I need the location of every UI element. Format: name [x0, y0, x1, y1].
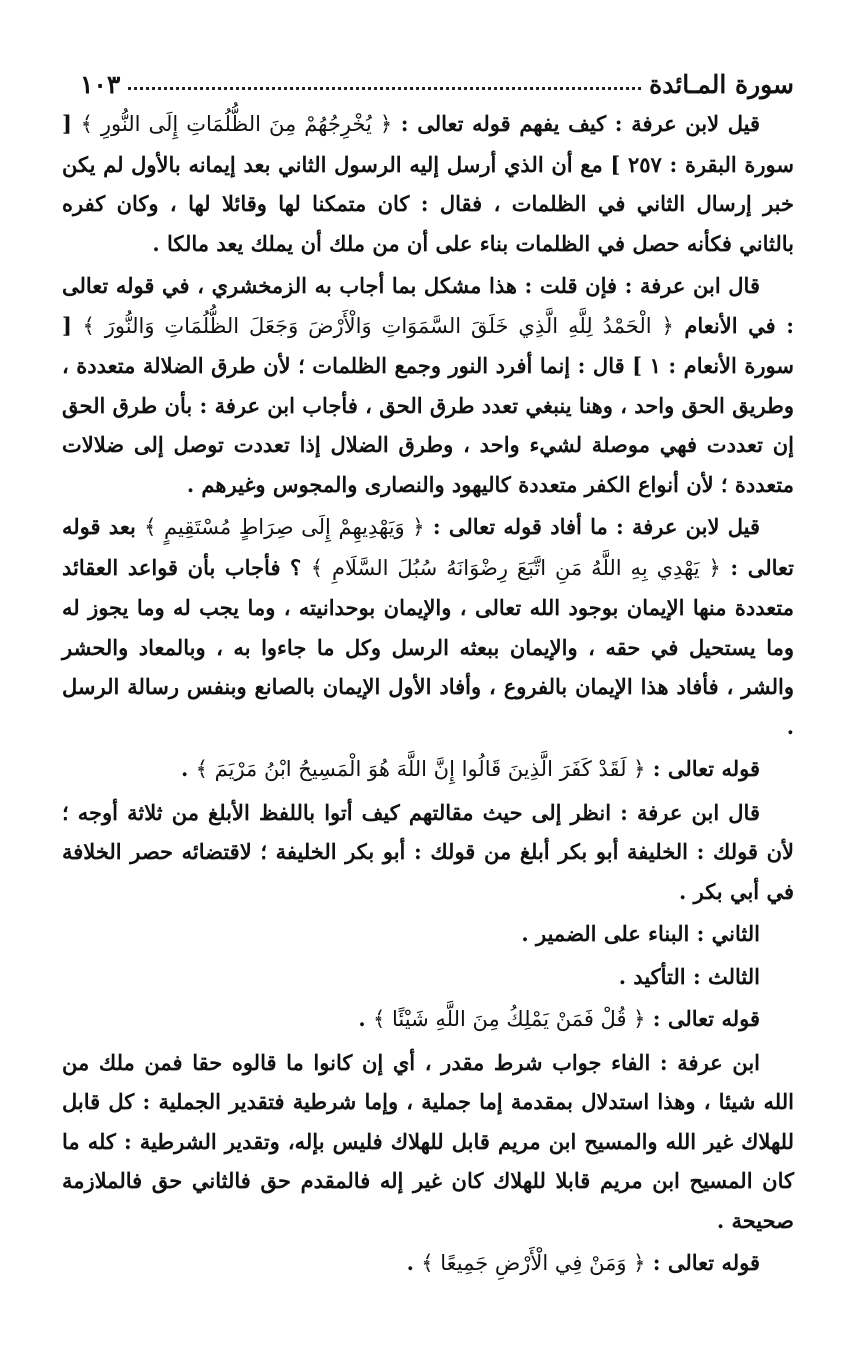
quran-verse: ﴿ قُلْ فَمَنْ يَمْلِكُ مِنَ اللَّهِ شَيْئًا ﴾	[373, 1007, 646, 1031]
paragraph-text: .	[358, 1006, 374, 1031]
quran-verse: ﴿ الْحَمْدُ لِلَّهِ الَّذِي خَلَقَ السَّمَوَاتِ وَالْأَرْضَ وَجَعَلَ الظُّلُمَاتِ وَالنُّورَ ﴾	[82, 313, 674, 338]
paragraph	[62, 1043, 794, 1241]
paragraph-text: ؟ فأجاب بأن قواعد العقائد متعددة منها الإيمان بوجود الله تعالى ، والإيمان بوحدانيته ، وما يجب له وما يجوز له وما يستحيل في حقه ، والإيمان ببعثه الرسل وكل ما جاءوا به ، وبالمعاد والحشر والشر ، فأفاد هذا الإيمان بالفروع ، وأفاد الأول الإيمان بالصانع وبنفس رسالة الرسل .	[62, 554, 794, 739]
paragraph	[62, 749, 794, 790]
paragraph-text: [ سورة الأنعام : ١ ] قال : إنما أفرد النور وجمع الظلمات ؛ لأن طرق الضلالة متعددة ، وطريق الحق واحد ، وهنا ينبغي تعدد طرق الحق ، فأجاب ابن عرفة : بأن طرق الحق إن تعددت فهي موصلة لشيء واحد ، وطرق الضلال إذا تعددت توصل إلى ضلالات متعددة ؛ لأن أنواع الكفر متعددة كاليهود والنصارى والمجوس وغيرهم .	[62, 312, 794, 497]
paragraph-text: قوله تعالى :	[645, 1250, 760, 1275]
paragraph	[62, 793, 794, 912]
quran-verse: ﴿ وَمَنْ فِي الْأَرْضِ جَمِيعًا ﴾	[421, 1251, 646, 1275]
quran-verse: ﴿ لَقَدْ كَفَرَ الَّذِينَ قَالُوا إِنَّ اللَّهَ هُوَ الْمَسِيحُ ابْنُ مَرْيَمَ ﴾	[195, 757, 646, 781]
paragraph	[62, 914, 794, 954]
paragraph-text: .	[406, 1250, 422, 1275]
quran-verse: ﴿ وَيَهْدِيهِمْ إِلَى صِرَاطٍ مُسْتَقِيمٍ ﴾	[144, 515, 425, 539]
paragraph-text: بعد قوله تعالى :	[62, 514, 794, 580]
paragraph-text: قوله تعالى :	[645, 1006, 760, 1031]
paragraph-text: [ سورة البقرة : ٢٥٧ ] مع أن الذي أرسل إليه الرسول الثاني بعد إيمانه بالأول لم يكن خبر إرسال الثاني في الظلمات ، فقال : كان متمكنا لها وقائلا لها ، وكان كفره بالثاني فكأنه حصل في الظلمات بناء على أن من ملك أن يملك يعد مالكا .	[62, 111, 794, 256]
paragraph-text: .	[181, 756, 196, 781]
paragraph-text: ابن عرفة : الفاء جواب شرط مقدر ، أي إن كانوا ما قالوه حقا فمن ملك من الله شيئا ، وهذا استدلال بمقدمة إما جملية ، وإما شرطية فتقدير الجملية : كل قابل للهلاك غير الله والمسيح ابن مريم قابل للهلاك فليس بإله، وتقدير الشرطية : كله ما كان المسيح ابن مريم قابلا للهلاك كان غير إله فالمقدم حق فالثاني حق فالملازمة صحيحة .	[62, 1049, 794, 1233]
paragraph	[62, 104, 794, 263]
paragraph-text: قوله تعالى :	[645, 756, 760, 781]
header-leader-dots	[128, 87, 641, 90]
paragraph	[62, 1243, 794, 1284]
paragraph	[62, 266, 794, 504]
quran-verse: ﴿ يُخْرِجُهُمْ مِنَ الظُّلُمَاتِ إِلَى النُّورِ ﴾	[80, 112, 393, 136]
quran-verse: ﴿ يَهْدِي بِهِ اللَّهُ مَنِ اتَّبَعَ رِضْوَانَهُ سُبُلَ السَّلَامِ ﴾	[310, 555, 721, 580]
paragraph-text: قيل لابن عرفة : كيف يفهم قوله تعالى :	[392, 111, 761, 136]
paragraph	[62, 999, 794, 1040]
paragraph-text: الثاني : البناء على الضمير .	[521, 921, 760, 946]
paragraph-text: الثالث : التأكيد .	[618, 963, 760, 989]
chapter-title: سورة المـائدة	[649, 69, 794, 99]
running-header	[80, 58, 794, 98]
page-number: ١٠٣	[80, 69, 121, 99]
paragraph-text: قال ابن عرفة : انظر إلى حيث مقالتهم كيف أتوا باللفظ الأبلغ من ثلاثة أوجه ؛ لأن قولك : الخليفة أبو بكر أبلغ من قولك : أبو بكر الخليفة ؛ لاقتضائه حصر الخلافة في أبي بكر .	[62, 799, 794, 904]
paragraph	[62, 507, 794, 746]
paragraph-text: قيل لابن عرفة : ما أفاد قوله تعالى :	[424, 514, 761, 539]
page-body	[62, 104, 794, 1332]
paragraph-text: قال ابن عرفة : فإن قلت : هذا مشكل بما أجاب به الزمخشري ، في قوله تعالى : في الأنعام	[62, 273, 795, 338]
paragraph	[62, 957, 794, 997]
